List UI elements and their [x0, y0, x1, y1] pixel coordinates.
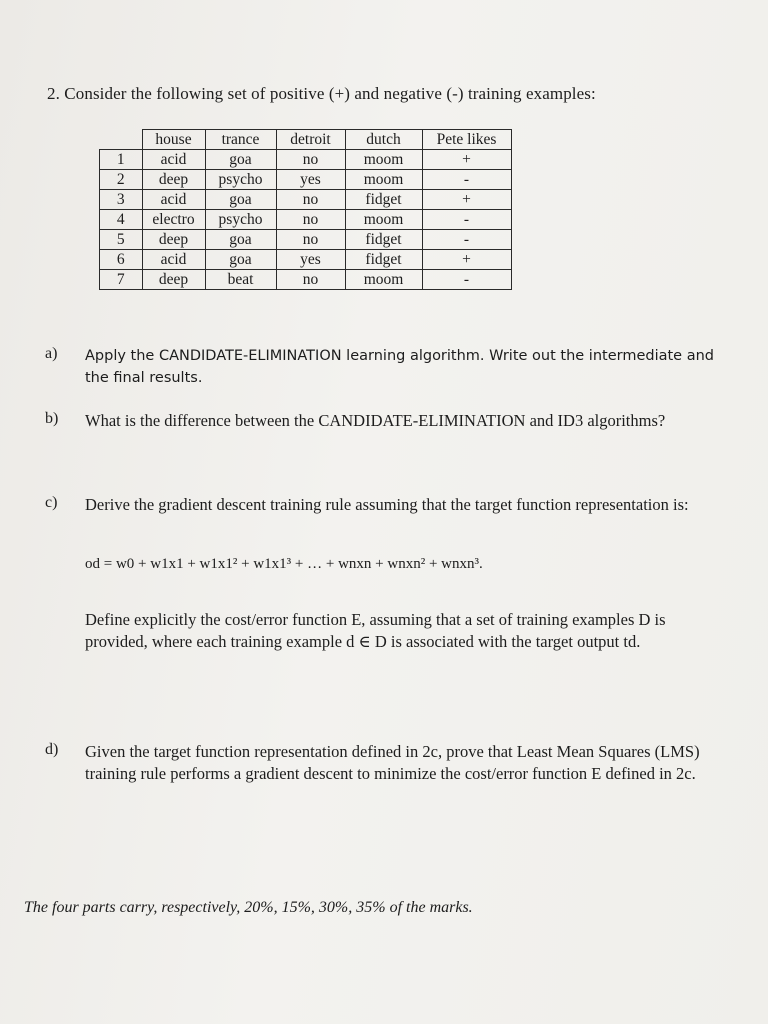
row-index-cell: 3 [100, 190, 143, 210]
house-cell: deep [142, 270, 205, 290]
trance-cell: psycho [205, 170, 276, 190]
trance-cell: goa [205, 230, 276, 250]
dutch-cell: moom [345, 270, 422, 290]
column-header-house: house [142, 130, 205, 150]
dutch-cell: fidget [345, 250, 422, 270]
detroit-cell: no [276, 230, 345, 250]
trance-cell: psycho [205, 210, 276, 230]
dutch-cell: fidget [345, 190, 422, 210]
trance-cell: beat [205, 270, 276, 290]
detroit-cell: no [276, 270, 345, 290]
pete-likes-cell: - [422, 210, 511, 230]
table-row [100, 210, 512, 230]
column-header-trance: trance [205, 130, 276, 150]
table-header-row [100, 130, 512, 150]
detroit-cell: yes [276, 250, 345, 270]
table-row [100, 170, 512, 190]
pete-likes-cell: - [422, 170, 511, 190]
trance-cell: goa [205, 250, 276, 270]
part-b-text: What is the difference between the CANDIDATE-ELIMINATION and ID3 algorithms? [85, 411, 666, 430]
marks-distribution-note: The four parts carry, respectively, 20%, 15%, 30%, 35% of the marks. [24, 899, 473, 916]
table-row [100, 190, 512, 210]
row-index-cell: 1 [100, 150, 143, 170]
column-header-detroit: detroit [276, 130, 345, 150]
part-a-letter: a) [45, 345, 58, 362]
house-cell: electro [142, 210, 205, 230]
table-row [100, 250, 512, 270]
row-index-cell: 5 [100, 230, 143, 250]
part-c-letter: c) [45, 494, 58, 511]
part-b-letter: b) [45, 410, 59, 427]
part-c-text: Derive the gradient descent training rule assuming that the target function representation is: [85, 495, 689, 514]
row-index-cell: 6 [100, 250, 143, 270]
part-d-text: Given the target function representation defined in 2c, prove that Least Mean Squares (LMS) training rule performs a gradient descent to minimize the cost/error function E defined in 2c. [85, 742, 700, 783]
detroit-cell: yes [276, 170, 345, 190]
table-row [100, 270, 512, 290]
house-cell: deep [142, 170, 205, 190]
detroit-cell: no [276, 150, 345, 170]
row-index-cell: 4 [100, 210, 143, 230]
dutch-cell: fidget [345, 230, 422, 250]
part-c-definition-text: Define explicitly the cost/error function E, assuming that a set of training examples D is provided, where each training example d ∈ D is associated with the target output td. [85, 610, 666, 651]
detroit-cell: no [276, 190, 345, 210]
table-row [100, 150, 512, 170]
pete-likes-cell: + [422, 150, 511, 170]
part-d-letter: d) [45, 741, 59, 758]
row-index-cell: 2 [100, 170, 143, 190]
dutch-cell: moom [345, 210, 422, 230]
house-cell: acid [142, 190, 205, 210]
table-corner-cell [100, 130, 143, 150]
question-heading: 2. Consider the following set of positive (+) and negative (-) training examples: [47, 84, 596, 103]
target-function-formula: od = w0 + w1x1 + w1x1² + w1x1³ + … + wnxn + wnxn² + wnxn³. [85, 556, 483, 572]
part-a-text: Apply the CANDIDATE-ELIMINATION learning algorithm. Write out the intermediate and the final results. [85, 348, 714, 386]
pete-likes-cell: + [422, 190, 511, 210]
house-cell: acid [142, 250, 205, 270]
row-index-cell: 7 [100, 270, 143, 290]
pete-likes-cell: - [422, 270, 511, 290]
house-cell: deep [142, 230, 205, 250]
house-cell: acid [142, 150, 205, 170]
table-body [100, 150, 512, 290]
detroit-cell: no [276, 210, 345, 230]
dutch-cell: moom [345, 170, 422, 190]
pete-likes-cell: - [422, 230, 511, 250]
column-header-pete-likes: Pete likes [422, 130, 511, 150]
trance-cell: goa [205, 150, 276, 170]
column-header-dutch: dutch [345, 130, 422, 150]
table-row [100, 230, 512, 250]
pete-likes-cell: + [422, 250, 511, 270]
training-examples-table [99, 129, 512, 290]
trance-cell: goa [205, 190, 276, 210]
dutch-cell: moom [345, 150, 422, 170]
